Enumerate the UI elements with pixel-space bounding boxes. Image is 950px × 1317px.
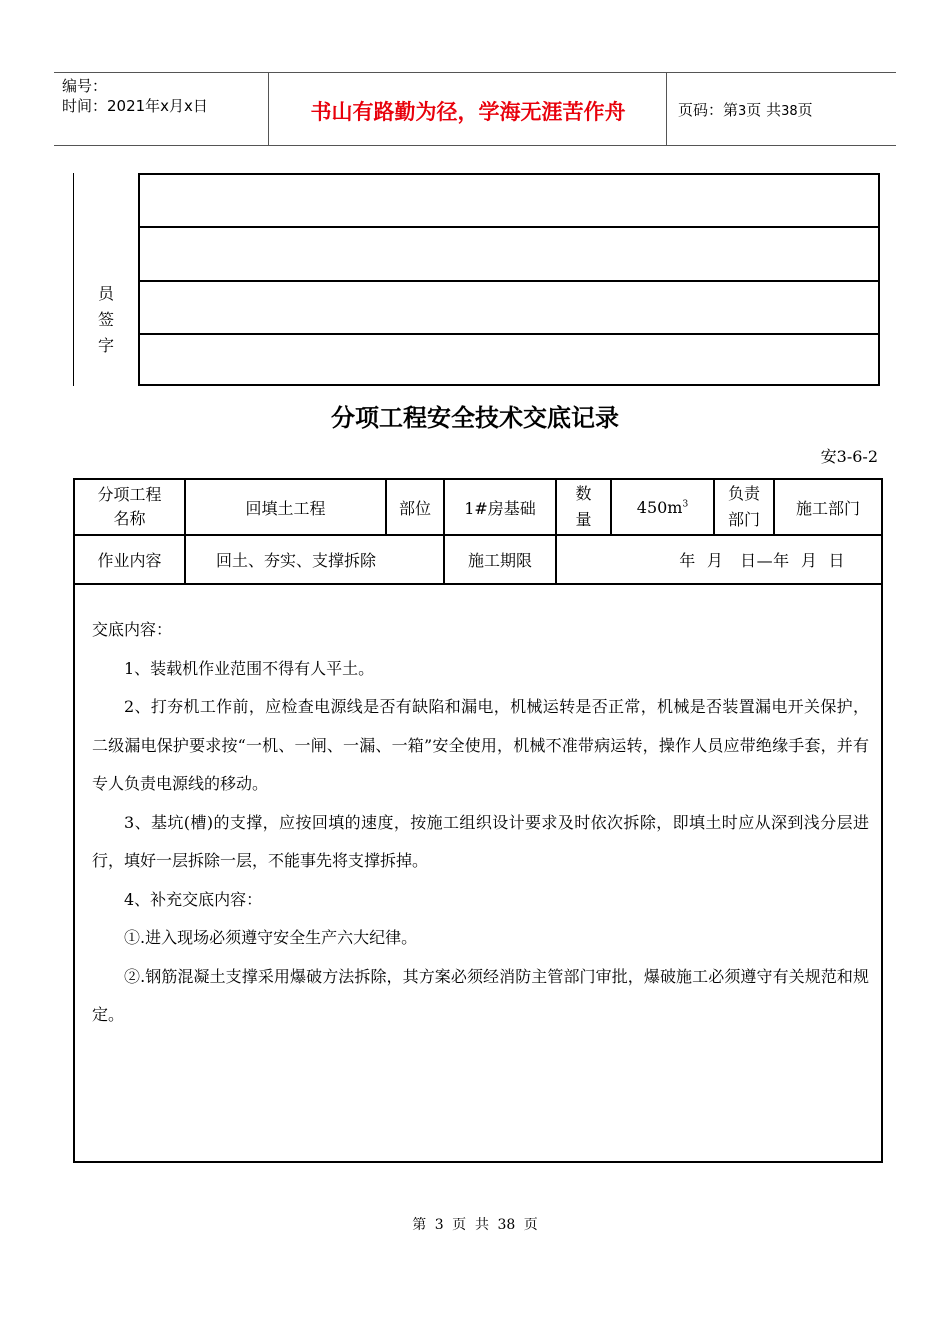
header-bottom-rule	[54, 145, 896, 146]
location-label: 部位	[386, 479, 444, 535]
table-row	[74, 584, 882, 1162]
page-footer	[0, 1214, 950, 1234]
footer-mid: 页 共	[452, 1217, 489, 1233]
briefing-table	[73, 478, 883, 1163]
header-page-number	[678, 99, 813, 120]
quantity-unit-sup: 3	[682, 499, 689, 510]
header-motto: 书山有路勤为径，学海无涯苦作舟	[310, 100, 626, 124]
signature-row-line	[138, 280, 880, 282]
serial-label: 编号：	[62, 77, 108, 95]
signature-label-char: 字	[97, 336, 114, 355]
content-item: 4、补充交底内容：	[124, 889, 263, 909]
content-item: 3、基坑(槽)的支撑，应按回填的速度，按施工组织设计要求及时依次拆除，即填土时应从深到浅分层进行，填好一层拆除一层，不能事先将支撑拆掉。	[92, 812, 869, 870]
header-divider-1	[268, 73, 269, 145]
header-divider-2	[666, 73, 667, 145]
quantity-label: 数量	[556, 479, 611, 535]
signature-table	[73, 173, 880, 386]
footer-total: 38	[497, 1217, 516, 1233]
content-heading: 交底内容：	[92, 620, 173, 639]
table-row	[74, 535, 882, 584]
footer-prefix: 第	[412, 1217, 427, 1233]
signature-label-char: 签	[97, 310, 114, 329]
signature-row-line	[138, 226, 880, 228]
page-prefix: 页码：第	[678, 101, 739, 119]
page-mid: 页 共	[746, 101, 782, 119]
signature-row-line	[138, 333, 880, 335]
content-item: ②.钢筋混凝土支撑采用爆破方法拆除，其方案必须经消防主管部门审批，爆破施工必须遵守有关规范和规定。	[92, 966, 869, 1024]
content-item: ①.进入现场必须遵守安全生产六大纪律。	[124, 928, 418, 947]
project-name-label: 分项工程名称	[74, 479, 185, 535]
content-item: 1、装载机作业范围不得有人平土。	[124, 658, 375, 678]
signature-row-line	[138, 384, 880, 386]
page-suffix: 页	[797, 101, 813, 119]
period-label: 施工期限	[444, 535, 556, 584]
responsible-value: 施工部门	[774, 479, 882, 535]
responsible-label: 负责部门	[714, 479, 774, 535]
quantity-value: 450m	[636, 497, 683, 517]
quantity-cell	[611, 479, 714, 535]
header-meta	[62, 76, 208, 116]
footer-current: 3	[434, 1217, 444, 1233]
location-value: 1#房基础	[444, 479, 556, 535]
page-total: 38	[781, 104, 798, 119]
work-content-value: 回土、夯实、支撑拆除	[185, 535, 444, 584]
project-name-value: 回填土工程	[185, 479, 386, 535]
signature-left-border	[73, 173, 74, 386]
time-label: 时间：2021年x月x日	[62, 97, 208, 115]
work-content-label: 作业内容	[74, 535, 185, 584]
page-current: 3	[738, 104, 747, 119]
period-value: 年 月 日—年 月 日	[556, 535, 882, 584]
header-top-rule	[54, 72, 896, 73]
content-item: 2、打夯机工作前，应检查电源线是否有缺陷和漏电，机械运转是否正常，机械是否装置漏电开关保护，二级漏电保护要求按“一机、一闸、一漏、一箱”安全使用，机械不准带病运转，操作人员应带绝缘手套，并有专人负责电源线的移动。	[92, 697, 869, 793]
signature-label-char: 员	[97, 284, 114, 303]
content-cell	[74, 584, 882, 1162]
footer-suffix: 页	[523, 1217, 538, 1233]
briefing-content	[75, 585, 881, 1035]
document-number: 安3-6-2	[820, 447, 878, 466]
signature-row-line	[138, 173, 880, 175]
page-title: 分项工程安全技术交底记录	[331, 404, 619, 432]
table-row	[74, 479, 882, 535]
signature-label	[97, 281, 115, 359]
